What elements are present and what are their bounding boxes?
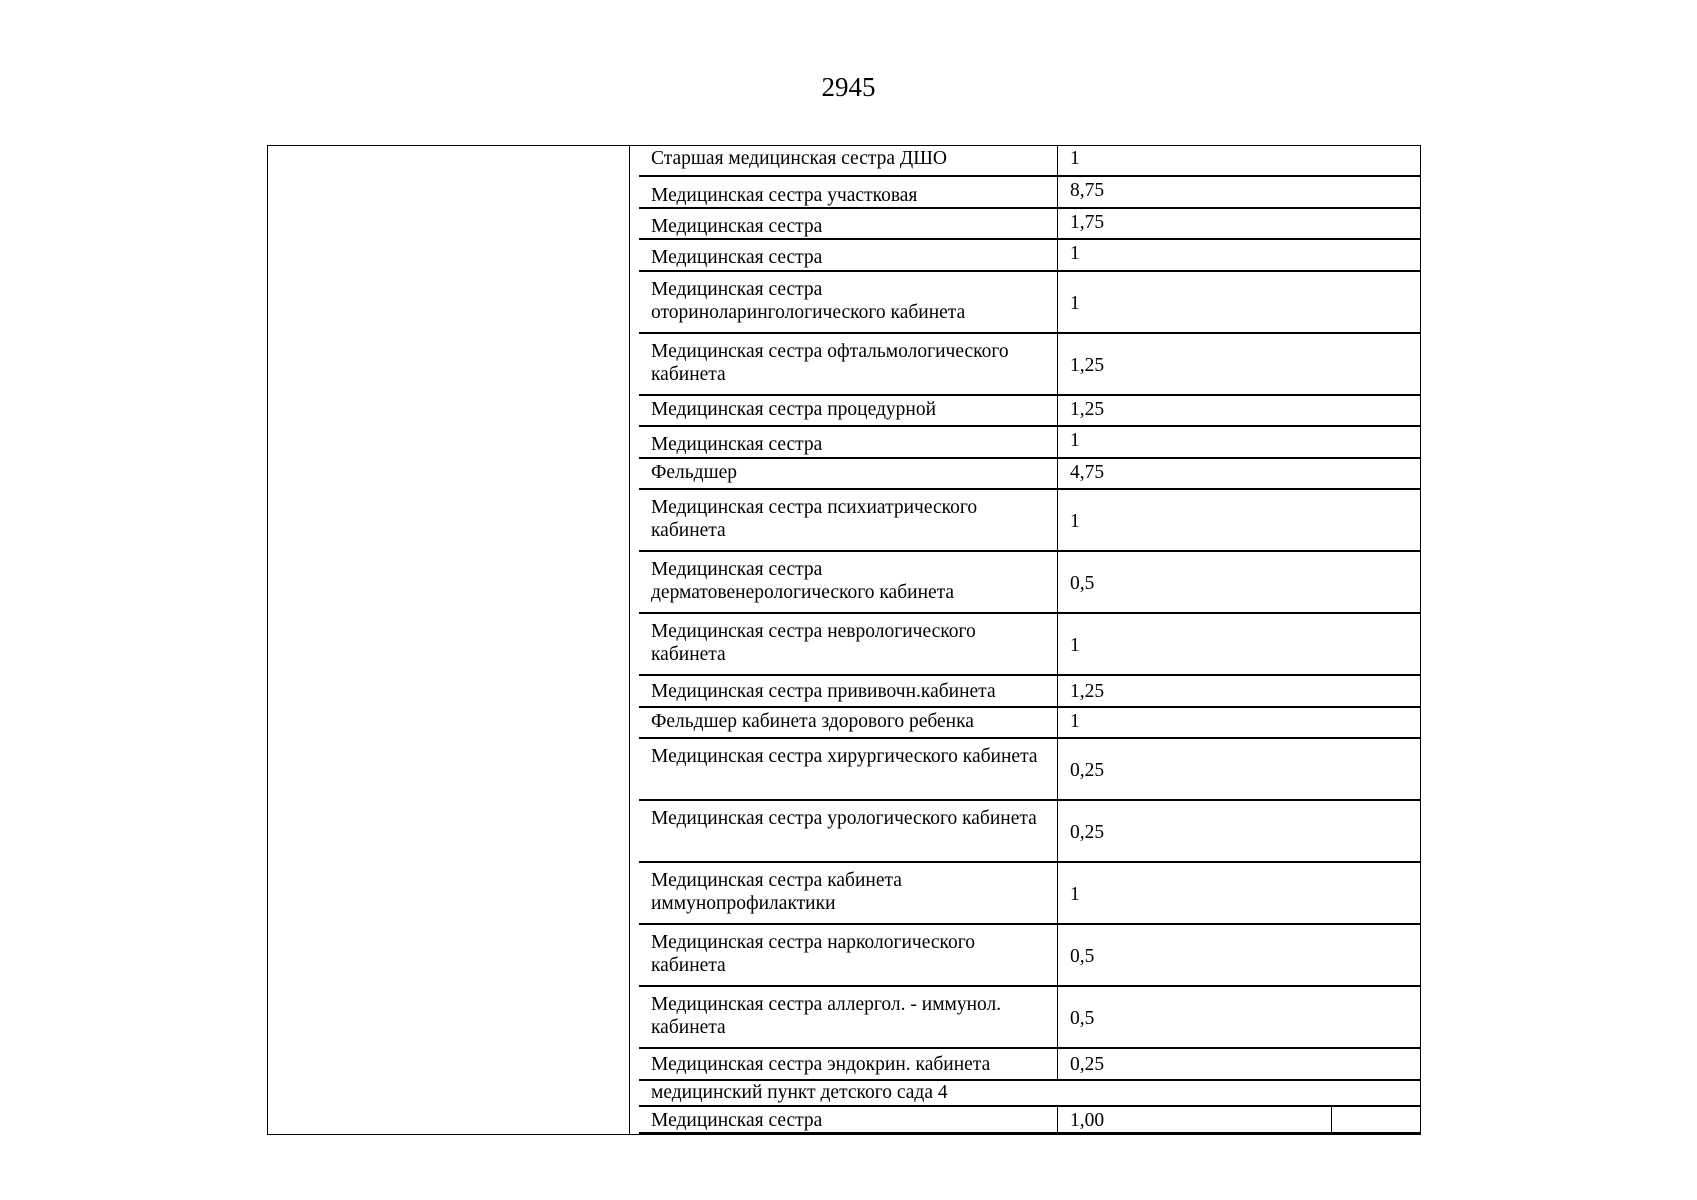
value-cell: 0,25: [1070, 759, 1105, 781]
table-row: [639, 614, 1421, 676]
table-row: [639, 801, 1421, 863]
table-row: [639, 272, 1421, 334]
value-cell: 0,5: [1070, 1007, 1095, 1029]
value-cell: 1: [1070, 711, 1080, 732]
value-cell: 1: [1070, 292, 1080, 314]
table-row: [639, 676, 1421, 708]
value-cell: 1: [1070, 148, 1080, 169]
page-number: 2945: [821, 72, 876, 102]
position-cell: Медицинская сестра дерматовенерологического кабинета: [639, 552, 1058, 612]
table-row: [639, 334, 1421, 396]
section-row: [639, 1081, 1421, 1107]
position-cell: Медицинская сестра: [639, 1107, 1058, 1132]
position-cell: Старшая медицинская сестра ДШО: [639, 145, 1058, 175]
position-cell: Медицинская сестра: [639, 427, 1058, 457]
table-row: [639, 177, 1421, 209]
position-cell: Медицинская сестра эндокрин. кабинета: [639, 1049, 1058, 1079]
staff-table: [639, 145, 1421, 1134]
value-cell: 1,25: [1070, 354, 1105, 376]
value-cell: 1: [1070, 883, 1080, 905]
table-row: [639, 1049, 1421, 1081]
position-cell: Медицинская сестра офтальмологического кабинета: [639, 334, 1058, 394]
column-divider: [629, 145, 630, 1135]
position-cell: Медицинская сестра: [639, 209, 1058, 238]
position-cell: Медицинская сестра: [639, 240, 1058, 270]
value-cell: 0,5: [1070, 945, 1095, 967]
position-cell: Фельдшер: [639, 459, 1058, 488]
value-cell: 0,5: [1070, 572, 1095, 594]
table-row: [639, 552, 1421, 614]
table-row: [639, 863, 1421, 925]
value-cell: 8,75: [1070, 180, 1105, 201]
value-cell: 4,75: [1070, 462, 1105, 483]
position-cell: Медицинская сестра оториноларингологического кабинета: [639, 272, 1058, 332]
value-cell: 1: [1070, 634, 1080, 656]
table-row: [639, 145, 1421, 177]
table-row: [639, 925, 1421, 987]
value-cell: 0,25: [1070, 821, 1105, 843]
position-cell: Медицинская сестра неврологического кабинета: [639, 614, 1058, 674]
position-cell: Фельдшер кабинета здорового ребенка: [639, 708, 1058, 737]
section-title: медицинский пункт детского сада 4: [651, 1082, 948, 1103]
table-row: [639, 427, 1421, 459]
empty-cell: [1332, 1107, 1421, 1132]
value-cell: 1,25: [1070, 399, 1105, 420]
table-row: [639, 1107, 1421, 1134]
value-cell: 1,25: [1070, 681, 1105, 702]
table-row: [639, 708, 1421, 739]
value-cell: 0,25: [1070, 1054, 1105, 1075]
table-row: [639, 459, 1421, 490]
position-cell: Медицинская сестра процедурной: [639, 396, 1058, 425]
position-cell: Медицинская сестра аллергол. - иммунол. кабинета: [639, 987, 1058, 1047]
value-cell: 1: [1070, 430, 1080, 451]
table-row: [639, 987, 1421, 1049]
value-cell: 1,00: [1058, 1107, 1332, 1132]
position-cell: Медицинская сестра психиатрического кабинета: [639, 490, 1058, 550]
position-cell: Медицинская сестра наркологического кабинета: [639, 925, 1058, 985]
position-cell: Медицинская сестра хирургического кабинета: [639, 739, 1058, 799]
table-row: [639, 209, 1421, 240]
table-row: [639, 396, 1421, 427]
value-cell: 1: [1070, 510, 1080, 532]
value-cell: 1: [1070, 243, 1080, 264]
position-cell: Медицинская сестра прививочн.кабинета: [639, 676, 1058, 706]
position-cell: Медицинская сестра участковая: [639, 177, 1058, 207]
value-cell: 1,75: [1070, 212, 1105, 233]
table-row: [639, 490, 1421, 552]
table-row: [639, 240, 1421, 272]
position-cell: Медицинская сестра кабинета иммунопрофилактики: [639, 863, 1058, 923]
table-row: [639, 739, 1421, 801]
position-cell: Медицинская сестра урологического кабинета: [639, 801, 1058, 861]
